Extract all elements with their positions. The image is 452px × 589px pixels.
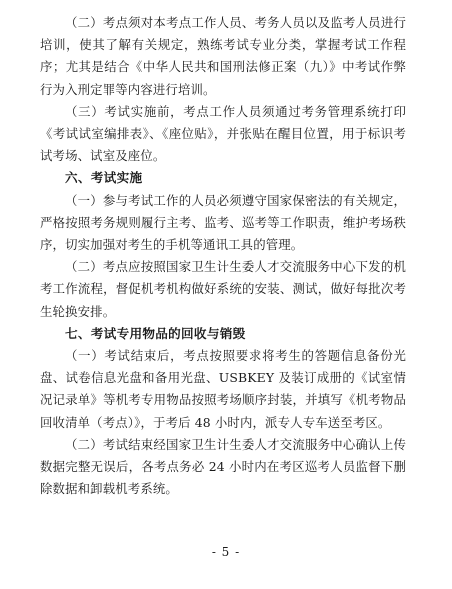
paragraph-machine-exam-workflow: （二）考点应按照国家卫生计生委人才交流服务中心下发的机考工作流程，督促机考机构做好系统的安装、测试，做好每批次考生轮换安排。 <box>40 259 406 319</box>
section-heading-materials-recovery: 七、考试专用物品的回收与销毁 <box>65 325 246 341</box>
section-heading-exam-implementation: 六、考试实施 <box>65 170 143 186</box>
paragraph-training: （二）考点须对本考点工作人员、考务人员以及监考人员进行培训，使其了解有关规定，熟练考试专业分类，掌握考试工作程序；尤其是结合《中华人民共和国刑法修正案（九）》中考试作弊行为入刑定罪等内容进行培训。 <box>40 15 406 97</box>
page-number: - 5 - <box>211 545 241 559</box>
paragraph-printing-seat-labels: （三）考试实施前，考点工作人员须通过考务管理系统打印《考试试室编排表》、《座位贴》，并张贴在醒目位置，用于标识考试考场、试室及座位。 <box>40 103 406 164</box>
paragraph-confidentiality-duties: （一）参与考试工作的人员必须遵守国家保密法的有关规定，严格按照考务规则履行主考、监考、巡考等工作职责，维护考场秩序，切实加强对考生的手机等通讯工具的管理。 <box>40 192 406 253</box>
paragraph-materials-packaging: （一）考试结束后，考点按照要求将考生的答题信息备份光盘、试卷信息光盘和备用光盘、USBKEY 及装订成册的《试室情况记录单》等机考专用物品按照考场顺序封装，并填写《机考物品回收清单（考点）》，于考后 48 小时内，派专人专车送至考区。 <box>40 348 406 430</box>
paragraph-data-deletion: （二）考试结束经国家卫生计生委人才交流服务中心确认上传数据完整无误后，各考点务必 24 小时内在考区巡考人员监督下删除数据和卸载机考系统。 <box>40 436 406 497</box>
